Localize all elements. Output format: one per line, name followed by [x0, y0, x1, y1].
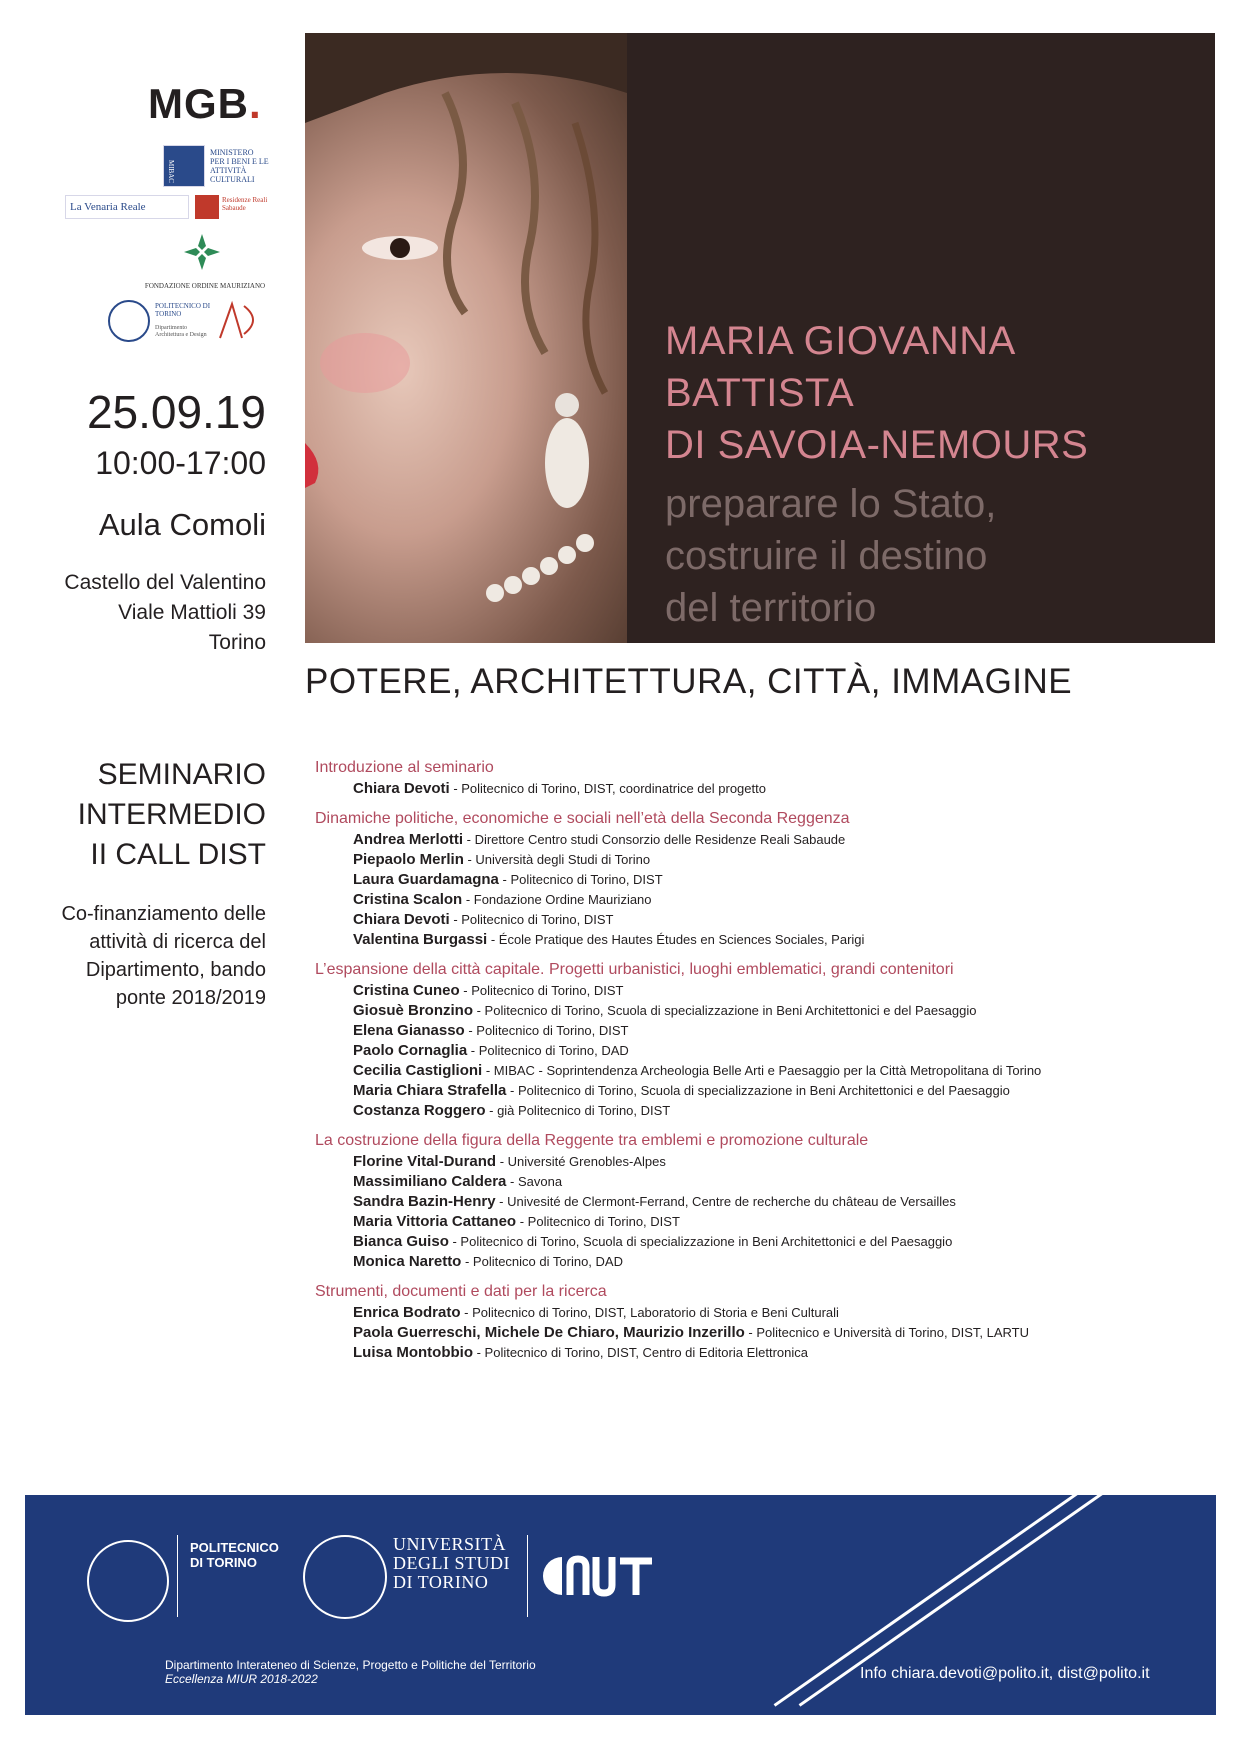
speaker-name: Enrica Bodrato — [353, 1304, 461, 1321]
speaker-name: Elena Gianasso — [353, 1022, 465, 1039]
speaker-name: Piepaolo Merlin — [353, 851, 464, 868]
speaker-name: Valentina Burgassi — [353, 931, 488, 948]
speaker-name: Giosuè Bronzino — [353, 1002, 473, 1019]
speaker-affiliation: - Politecnico di Torino, DIST — [449, 912, 614, 927]
speaker-affiliation: - già Politecnico di Torino, DIST — [485, 1103, 671, 1118]
speaker-row — [315, 1303, 1175, 1323]
program-section — [315, 1282, 1175, 1363]
speaker-row — [315, 1101, 1175, 1121]
polito-name — [190, 1540, 279, 1570]
speaker-row — [315, 779, 1175, 799]
speaker-row — [315, 850, 1175, 870]
hero-title-line: DI SAVOIA-NEMOURS — [665, 423, 1089, 467]
speaker-name: Chiara Devoti — [353, 911, 450, 928]
polito-seal-icon — [87, 1540, 169, 1622]
event-address — [64, 568, 266, 658]
venaria-text: La Venaria Reale — [70, 201, 146, 213]
speaker-row — [315, 1041, 1175, 1061]
event-time: 10:00-17:00 — [95, 445, 266, 481]
unito-name-line: UNIVERSITÀ — [393, 1534, 506, 1554]
hero-subtitle-line: preparare lo Stato, — [665, 482, 997, 526]
program-section — [315, 1131, 1175, 1272]
speaker-row — [315, 1323, 1175, 1343]
speaker-affiliation: - Fondazione Ordine Mauriziano — [462, 892, 652, 907]
speaker-row — [315, 830, 1175, 850]
seminar-line: SEMINARIO — [97, 758, 266, 791]
venaria-logo — [65, 195, 189, 219]
address-line: Castello del Valentino — [64, 571, 266, 594]
speaker-row — [315, 1252, 1175, 1272]
polito-seal-icon — [108, 300, 150, 342]
speaker-name: Costanza Roggero — [353, 1102, 486, 1119]
program-list — [315, 758, 1175, 1373]
cofinancing-line: attività di ricerca del — [89, 931, 266, 953]
speaker-affiliation: - Politecnico di Torino, Scuola di specializzazione in Beni Architettonici e del Paesaggio — [506, 1083, 1010, 1098]
speaker-affiliation: - Politecnico di Torino, Scuola di specializzazione in Beni Architettonici e del Paesaggio — [473, 1003, 977, 1018]
unito-name-line: DEGLI STUDI — [393, 1553, 510, 1573]
excellence-label: Eccellenza MIUR 2018-2022 — [165, 1672, 318, 1686]
speaker-name: Massimiliano Caldera — [353, 1173, 507, 1190]
footer-divider — [177, 1535, 178, 1617]
speaker-affiliation: - École Pratique des Hautes Études en Sciences Sociales, Parigi — [487, 932, 865, 947]
address-line: Viale Mattioli 39 — [118, 601, 266, 624]
hero-subtitle-line: costruire il destino — [665, 534, 988, 578]
speaker-name: Paolo Cornaglia — [353, 1042, 468, 1059]
speaker-name: Chiara Devoti — [353, 780, 450, 797]
dist-logo-icon — [540, 1553, 660, 1599]
speaker-affiliation: - Savona — [506, 1174, 563, 1189]
mibac-logo-icon — [163, 145, 205, 187]
polito-name-line: POLITECNICO — [190, 1540, 279, 1555]
speaker-name: Maria Chiara Strafella — [353, 1082, 507, 1099]
speaker-affiliation: - Politecnico di Torino, DIST, Laboratorio di Storia e Beni Culturali — [460, 1305, 839, 1320]
speaker-name: Cristina Scalon — [353, 891, 463, 908]
speaker-row — [315, 1021, 1175, 1041]
event-date: 25.09.19 — [86, 386, 266, 438]
speaker-row — [315, 910, 1175, 930]
speaker-name: Andrea Merlotti — [353, 831, 464, 848]
program-section — [315, 809, 1175, 950]
hero-subtitle — [665, 478, 996, 634]
themes-heading: POTERE, ARCHITETTURA, CITTÀ, IMMAGINE — [305, 662, 1073, 701]
speaker-affiliation: - Politecnico di Torino, DIST, Centro di Editoria Elettronica — [472, 1345, 809, 1360]
speaker-row — [315, 870, 1175, 890]
address-line: Torino — [208, 631, 266, 654]
mauriziano-cross-icon — [182, 232, 222, 272]
dipartimento-small-text: Dipartimento Architettura e Design — [155, 325, 207, 338]
speaker-name: Cecilia Castiglioni — [353, 1062, 483, 1079]
residenze-text: Residenze Reali Sabaude — [222, 196, 268, 212]
cofinancing-line: Co-finanziamento delle — [61, 903, 266, 925]
speaker-affiliation: - Direttore Centro studi Consorzio delle Residenze Reali Sabaude — [463, 832, 846, 847]
section-title: L’espansione della città capitale. Progetti urbanistici, luoghi emblematici, grandi contenitori — [315, 961, 954, 978]
speaker-name: Florine Vital-Durand — [353, 1153, 497, 1170]
mibac-mark: MIBAC — [167, 160, 175, 183]
program-section — [315, 960, 1175, 1121]
speaker-row — [315, 1192, 1175, 1212]
polito-small-text: POLITECNICO DI TORINO — [155, 302, 211, 318]
dad-logo-icon — [218, 300, 264, 340]
speaker-affiliation: - Politecnico e Università di Torino, DIST, LARTU — [744, 1325, 1029, 1340]
speaker-row — [315, 1081, 1175, 1101]
speaker-row — [315, 930, 1175, 950]
speaker-row — [315, 1001, 1175, 1021]
speaker-name: Bianca Guiso — [353, 1233, 449, 1250]
portrait-image — [305, 33, 627, 643]
mibac-text: MINISTERO PER I BENI E LE ATTIVITÀ CULTURALI — [210, 148, 269, 184]
speaker-name: Cristina Cuneo — [353, 982, 460, 999]
fondazione-text: FONDAZIONE ORDINE MAURIZIANO — [144, 282, 266, 290]
speaker-row — [315, 981, 1175, 1001]
footer-divider — [527, 1535, 528, 1617]
speaker-affiliation: - Politecnico di Torino, DIST — [516, 1214, 680, 1229]
hero-subtitle-line: del territorio — [665, 586, 877, 630]
portrait-illustration — [305, 33, 627, 643]
hero-title-line: MARIA GIOVANNA — [665, 319, 1016, 363]
speaker-affiliation: - Politecnico di Torino, DAD — [461, 1254, 623, 1269]
speaker-affiliation: - Univesité de Clermont-Ferrand, Centre de recherche du château de Versailles — [495, 1194, 956, 1209]
unito-name — [393, 1535, 510, 1592]
unito-name-line: DI TORINO — [393, 1572, 489, 1592]
speaker-affiliation: - Politecnico di Torino, DIST — [464, 1023, 629, 1038]
speaker-name: Sandra Bazin-Henry — [353, 1193, 496, 1210]
speaker-row — [315, 1232, 1175, 1252]
speaker-row — [315, 890, 1175, 910]
hero-title-line: BATTISTA — [665, 371, 855, 415]
speaker-row — [315, 1152, 1175, 1172]
event-room: Aula Comoli — [98, 507, 266, 542]
section-title: Introduzione al seminario — [315, 759, 494, 776]
section-title: Strumenti, documenti e dati per la ricerca — [315, 1283, 607, 1300]
section-title: La costruzione della figura della Reggente tra emblemi e promozione culturale — [315, 1132, 869, 1149]
speaker-affiliation: - Università degli Studi di Torino — [463, 852, 651, 867]
speaker-affiliation: - Politecnico di Torino, DIST — [459, 983, 624, 998]
speaker-affiliation: - Politecnico di Torino, DIST — [498, 872, 663, 887]
contact-info: Info chiara.devoti@polito.it, dist@polito.it — [860, 1665, 1150, 1682]
speaker-name: Paola Guerreschi, Michele De Chiaro, Maurizio Inzerillo — [353, 1324, 745, 1341]
department-note — [165, 1658, 536, 1686]
speaker-affiliation: - Université Grenobles-Alpes — [496, 1154, 666, 1169]
polito-name-line: DI TORINO — [190, 1555, 257, 1570]
cofinancing-line: Dipartimento, bando — [85, 959, 266, 981]
speaker-affiliation: - Politecnico di Torino, DIST, coordinatrice del progetto — [449, 781, 766, 796]
speaker-name: Maria Vittoria Cattaneo — [353, 1213, 517, 1230]
speaker-row — [315, 1343, 1175, 1363]
speaker-name: Monica Naretto — [353, 1253, 462, 1270]
speaker-affiliation: - Politecnico di Torino, Scuola di specializzazione in Beni Architettonici e del Paesaggio — [448, 1234, 953, 1249]
speaker-row — [315, 1172, 1175, 1192]
residenze-icon — [195, 195, 219, 219]
speaker-row — [315, 1061, 1175, 1081]
speaker-name: Laura Guardamagna — [353, 871, 499, 888]
hero-title — [665, 315, 1088, 471]
department-name: Dipartimento Interateneo di Scienze, Progetto e Politiche del Territorio — [165, 1658, 536, 1672]
seminar-line: II CALL DIST — [90, 838, 266, 871]
seminar-line: INTERMEDIO — [77, 798, 266, 831]
speaker-affiliation: - MIBAC - Soprintendenza Archeologia Belle Arti e Paesaggio per la Città Metropolitana di Torino — [482, 1063, 1042, 1078]
speaker-row — [315, 1212, 1175, 1232]
cofinancing-note — [61, 900, 266, 1012]
cofinancing-line: ponte 2018/2019 — [115, 987, 266, 1009]
mgb-logo: MGB. — [148, 80, 262, 127]
unito-seal-icon — [303, 1535, 387, 1619]
section-title: Dinamiche politiche, economiche e sociali nell’età della Seconda Reggenza — [315, 810, 850, 827]
seminar-label — [78, 755, 266, 875]
program-section — [315, 758, 1175, 799]
speaker-affiliation: - Politecnico di Torino, DAD — [467, 1043, 629, 1058]
speaker-name: Luisa Montobbio — [353, 1344, 473, 1361]
